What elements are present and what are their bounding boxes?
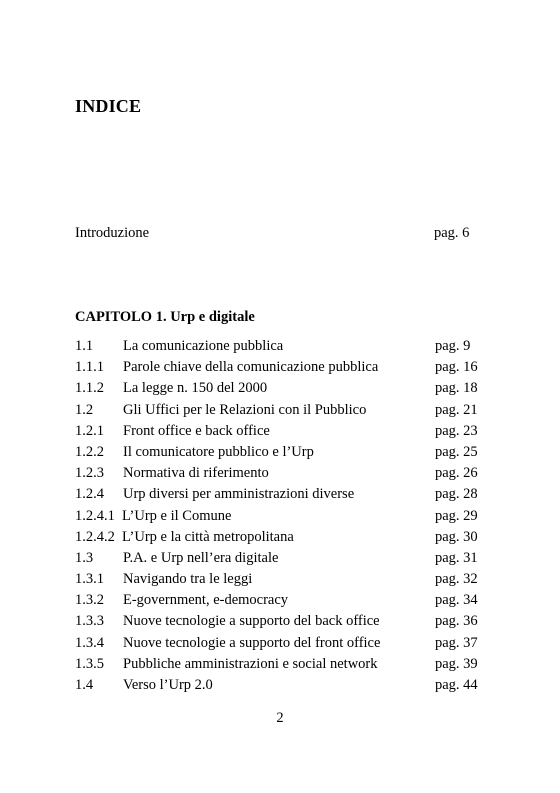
introduction-page: pag. 6 (434, 225, 470, 241)
toc-entry-page: pag. 32 (435, 571, 478, 588)
toc-entry-page: pag. 16 (435, 359, 478, 376)
toc-entry-title: Parole chiave della comunicazione pubblica (123, 359, 379, 376)
toc-entry-page: pag. 39 (435, 655, 478, 672)
toc-entry-title: L’Urp e la città metropolitana (122, 528, 294, 545)
toc-entry-page: pag. 31 (435, 549, 478, 566)
toc-entry-title: Il comunicatore pubblico e l’Urp (123, 443, 314, 460)
toc-entry (75, 401, 485, 422)
toc-entry-page: pag. 25 (435, 443, 478, 460)
toc-entry-page: pag. 36 (435, 613, 478, 630)
toc-entry-title: Front office e back office (123, 422, 270, 439)
toc-entry-number: 1.2 (75, 401, 94, 418)
toc-entry-number: 1.2.4 (75, 486, 104, 503)
toc-entry-title: Normativa di riferimento (123, 465, 269, 482)
toc-entry-number: 1.1.1 (75, 359, 104, 376)
index-title: INDICE (75, 96, 142, 116)
toc-entry (75, 443, 485, 464)
toc-entry-title: E-government, e-democracy (123, 592, 289, 609)
toc-entry-page: pag. 29 (435, 507, 478, 524)
toc-entry-title: Verso l’Urp 2.0 (123, 677, 213, 693)
toc-entry (75, 422, 485, 443)
toc-entry (75, 655, 485, 676)
toc-entry-number: 1.2.3 (75, 465, 104, 482)
toc-entry (75, 549, 485, 570)
toc-entry-page: pag. 23 (435, 422, 478, 439)
chapter-title: CAPITOLO 1. Urp e digitale (75, 309, 255, 325)
toc-entry-title: Pubbliche amministrazioni e social network (123, 655, 378, 672)
toc-entry-page: pag. 34 (435, 592, 478, 609)
toc-entry-number: 1.3.5 (75, 655, 104, 672)
introduction-row (75, 225, 475, 245)
toc-entry-title: Nuove tecnologie a supporto del front office (123, 634, 381, 651)
toc-entry-page: pag. 44 (435, 677, 478, 693)
toc-entry-number: 1.1.2 (75, 380, 104, 397)
toc-entry-number: 1.2.2 (75, 443, 104, 460)
toc-entry-number: 1.3 (75, 549, 94, 566)
toc-entry-title: La comunicazione pubblica (123, 338, 284, 354)
toc-entry (75, 570, 485, 591)
toc-entry-number: 1.2.4.2 (75, 528, 115, 545)
toc-entry-page: pag. 9 (435, 338, 471, 354)
toc-entry-number: 1.2.1 (75, 422, 104, 439)
toc-entry (75, 379, 485, 400)
toc-entry (75, 464, 485, 485)
toc-entry-page: pag. 28 (435, 486, 478, 503)
toc-entry-title: Gli Uffici per le Relazioni con il Pubblico (123, 401, 367, 418)
page-number: 2 (276, 710, 284, 726)
toc-entry-number: 1.1 (75, 338, 94, 354)
toc-entry (75, 337, 485, 358)
toc-entry-title: L’Urp e il Comune (122, 507, 232, 524)
toc-entry-title: Navigando tra le leggi (123, 571, 253, 588)
toc-entry-number: 1.3.2 (75, 592, 104, 609)
toc-entry (75, 591, 485, 612)
toc-entry-page: pag. 26 (435, 465, 478, 482)
toc-entry (75, 485, 485, 506)
toc-entry-number: 1.2.4.1 (75, 507, 115, 524)
introduction-label: Introduzione (75, 225, 150, 241)
toc-entry-title: La legge n. 150 del 2000 (123, 380, 268, 397)
toc-entry-page: pag. 30 (435, 528, 478, 545)
toc-entry-number: 1.3.4 (75, 634, 104, 651)
toc-entry-number: 1.4 (75, 677, 94, 693)
toc-entry (75, 612, 485, 633)
toc-entry-title: P.A. e Urp nell’era digitale (123, 549, 279, 566)
toc-entry-title: Urp diversi per amministrazioni diverse (123, 486, 355, 503)
toc-entry-number: 1.3.1 (75, 571, 104, 588)
toc-entry-number: 1.3.3 (75, 613, 104, 630)
toc-entry-title: Nuove tecnologie a supporto del back office (123, 613, 380, 630)
toc-entry (75, 528, 485, 549)
toc-entry-page: pag. 18 (435, 380, 478, 397)
toc-entry (75, 676, 485, 697)
toc-entry (75, 358, 485, 379)
table-of-contents (75, 337, 485, 697)
toc-entry (75, 634, 485, 655)
toc-entry-page: pag. 21 (435, 401, 478, 418)
toc-entry-page: pag. 37 (435, 634, 478, 651)
toc-entry (75, 507, 485, 528)
